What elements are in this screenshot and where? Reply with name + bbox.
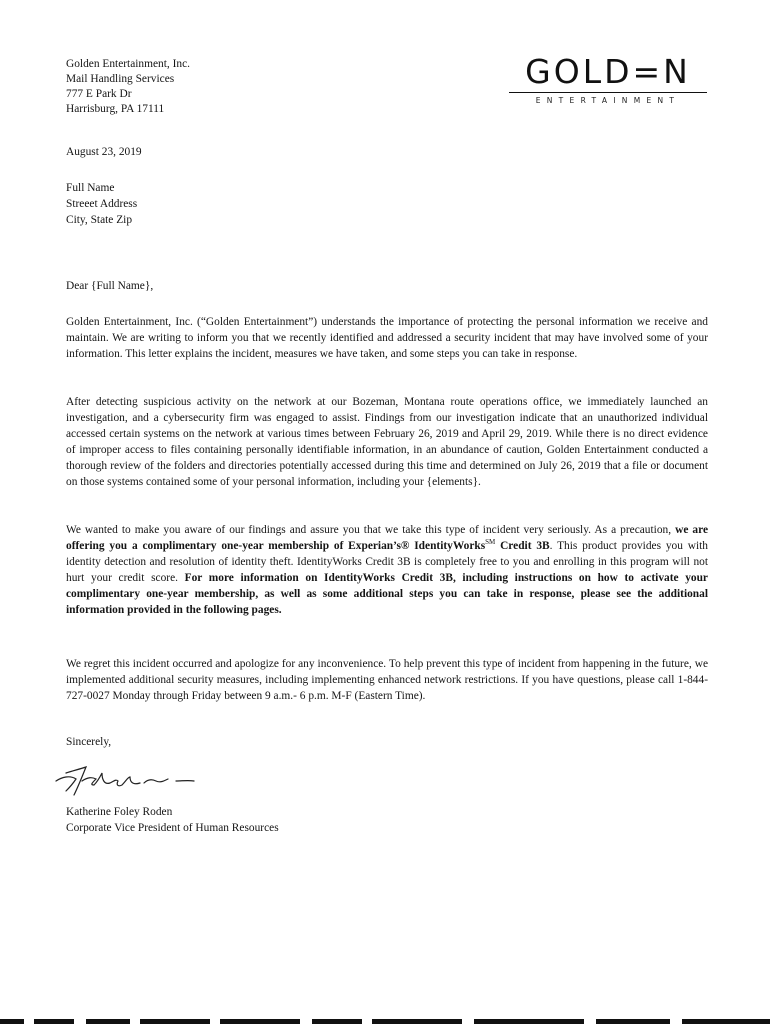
signer-name: Katherine Foley Roden (66, 806, 173, 818)
signer-block (66, 804, 279, 836)
sender-street: 777 E Park Dr (66, 88, 132, 100)
paragraph-incident: After detecting suspicious activity on the network at our Bozeman, Montana route operations office, we immediately launched an investigation, and a cybersecurity firm was engaged to assist. Findings from our investigation indicate that an unauthorized individual accessed certain systems on the network at various times between February 26, 2019 and April 29, 2019. While there is no direct evidence of improper access to files containing personally identifiable information, in an abundance of caution, Golden Entertainment conducted a thorough review of the folders and directories potentially accessed during this time and determined on July 26, 2019 that a file or document on those systems contained some of your personal information, including your {elements}. (66, 396, 708, 488)
offer-bold-more-info: For more information on IdentityWorks Credit 3B, including instructions on how to activate your complimentary one-year membership, as well as some additional steps you can take in response, please see the additional information provided in the following pages. (66, 572, 708, 616)
paragraph-offer (66, 522, 708, 618)
paragraph-intro: Golden Entertainment, Inc. (“Golden Entertainment”) understands the importance of protecting the personal information we receive and maintain. We are writing to inform you that we recently identified and addressed a security incident that may have involved some of your information. This letter explains the incident, measures we have taken, and some steps you can take in response. (66, 316, 708, 360)
service-mark: SM (485, 538, 496, 547)
logo-wordmark: GOLD=N (525, 52, 691, 91)
sender-address-block (66, 57, 190, 117)
recipient-name: Full Name (66, 182, 115, 194)
recipient-city: City, State Zip (66, 214, 133, 226)
signature-image (52, 755, 242, 799)
sender-company: Golden Entertainment, Inc. (66, 58, 190, 70)
closing: Sincerely, (66, 736, 112, 748)
recipient-address-block (66, 180, 137, 228)
offer-text-a: We wanted to make you aware of our findings and assure you that we take this type of incident very seriously. As a precaution, (66, 524, 676, 536)
offer-bold-membership: we are offering you a complimentary one-year membership of Experian’s® IdentityWorks (66, 524, 708, 552)
letter-date: August 23, 2019 (66, 146, 142, 158)
offer-text-d: . This product provides you with identity detection and resolution of identity theft. IdentityWorks Credit 3B is completely free to you and enrolling in this program will not hurt your credit score. (66, 540, 708, 584)
logo-rule (509, 92, 707, 93)
logo-subtitle: ENTERTAINMENT (535, 96, 681, 105)
recipient-street: Streeet Address (66, 198, 138, 210)
signer-title: Corporate Vice President of Human Resources (66, 822, 279, 834)
sender-city: Harrisburg, PA 17111 (66, 103, 165, 115)
footer-scan-strip (0, 1019, 770, 1024)
sender-department: Mail Handling Services (66, 73, 175, 85)
golden-entertainment-logo (509, 52, 707, 106)
salutation: Dear {Full Name}, (66, 280, 154, 292)
offer-bold-product: Credit 3B (495, 540, 550, 552)
paragraph-apology: We regret this incident occurred and apologize for any inconvenience. To help prevent this type of incident from happening in the future, we implemented additional security measures, including implementing enhanced network restrictions. If you have questions, please call 1-844-727-0027 Monday through Friday between 9 a.m.- 6 p.m. M-F (Eastern Time). (66, 658, 708, 702)
